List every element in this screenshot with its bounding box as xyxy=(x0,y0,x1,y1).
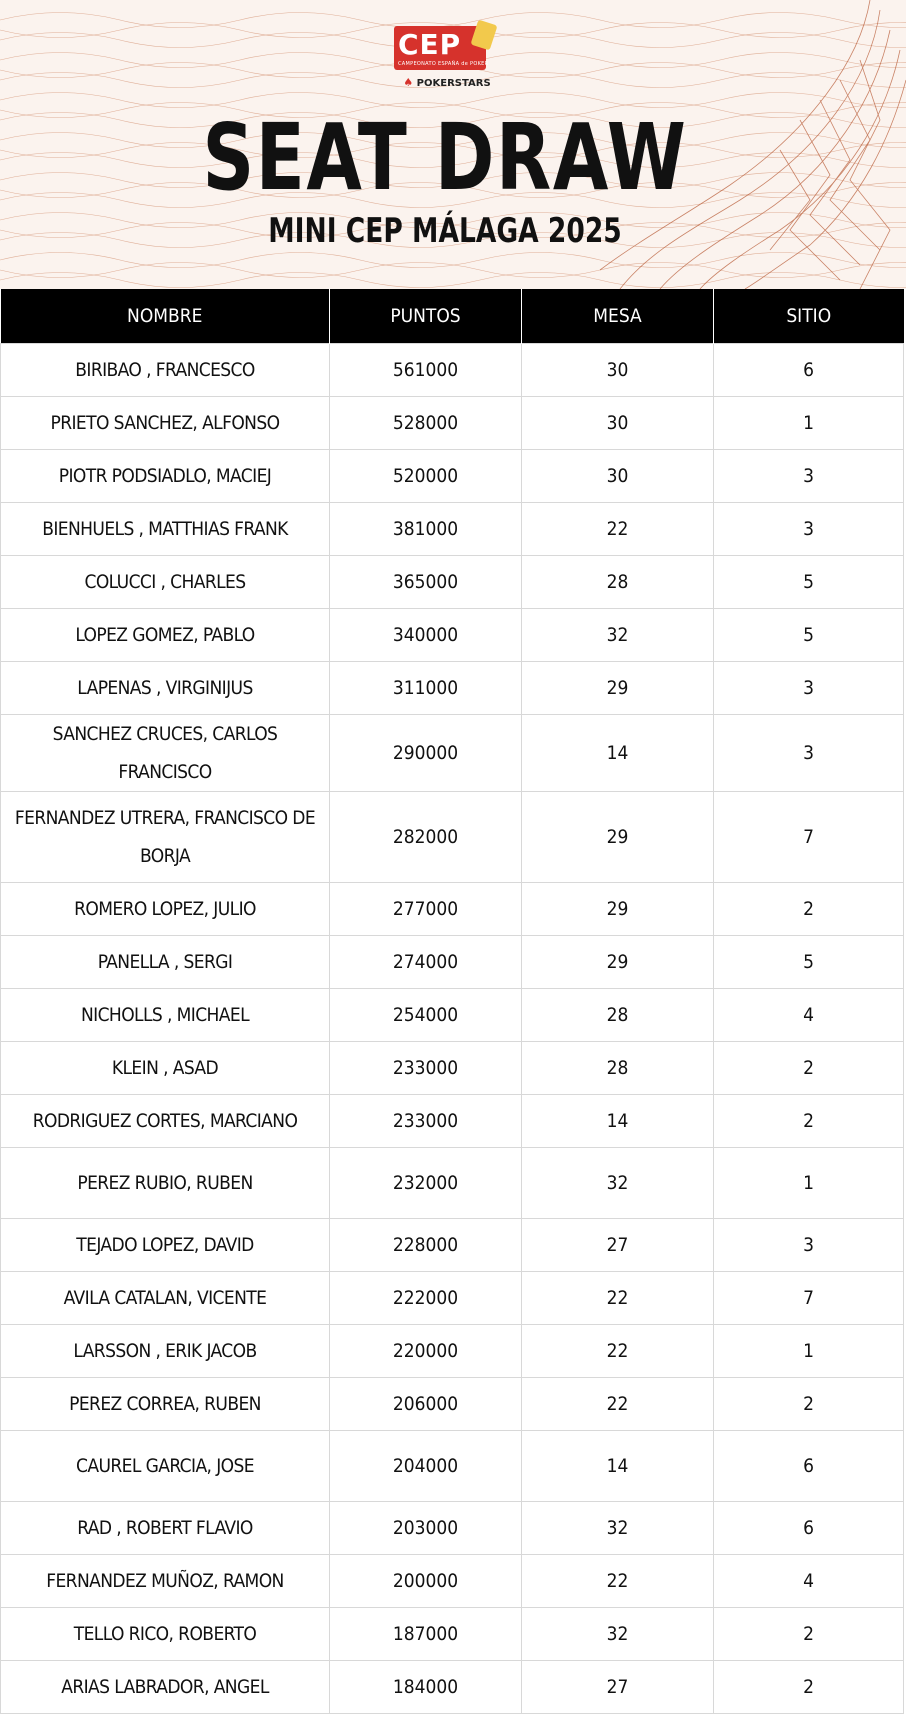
cell-mesa: 22 xyxy=(522,503,714,556)
cell-nombre: TEJADO LOPEZ, DAVID xyxy=(1,1219,330,1272)
cell-puntos: 220000 xyxy=(330,1325,522,1378)
cell-nombre: TELLO RICO, ROBERTO xyxy=(1,1608,330,1661)
table-row xyxy=(1,1042,904,1095)
cell-nombre: RODRIGUEZ CORTES, MARCIANO xyxy=(1,1095,330,1148)
cell-nombre: ROMERO LOPEZ, JULIO xyxy=(1,883,330,936)
cell-sitio: 5 xyxy=(714,609,904,662)
cell-nombre: SANCHEZ CRUCES, CARLOS FRANCISCO xyxy=(1,715,330,792)
cell-sitio: 6 xyxy=(714,344,904,397)
cep-logo-subtext: CAMPEONATO ESPAÑA de POKER xyxy=(398,61,489,67)
column-header-puntos: PUNTOS xyxy=(330,289,522,344)
cell-sitio: 4 xyxy=(714,989,904,1042)
table-row xyxy=(1,503,904,556)
table-row xyxy=(1,1219,904,1272)
cell-mesa: 29 xyxy=(522,662,714,715)
cell-puntos: 232000 xyxy=(330,1148,522,1219)
table-row xyxy=(1,1148,904,1219)
table-row xyxy=(1,1502,904,1555)
cell-sitio: 3 xyxy=(714,450,904,503)
cell-sitio: 2 xyxy=(714,1042,904,1095)
table-row xyxy=(1,715,904,792)
cell-mesa: 29 xyxy=(522,936,714,989)
cell-nombre: RAD , ROBERT FLAVIO xyxy=(1,1502,330,1555)
cell-sitio: 1 xyxy=(714,1325,904,1378)
cell-nombre: PIOTR PODSIADLO, MACIEJ xyxy=(1,450,330,503)
table-row xyxy=(1,989,904,1042)
table-row xyxy=(1,1095,904,1148)
cell-puntos: 200000 xyxy=(330,1555,522,1608)
cell-sitio: 5 xyxy=(714,936,904,989)
table-row xyxy=(1,1555,904,1608)
cell-sitio: 3 xyxy=(714,715,904,792)
cell-mesa: 29 xyxy=(522,883,714,936)
cell-nombre: CAUREL GARCIA, JOSE xyxy=(1,1431,330,1502)
table-row xyxy=(1,1431,904,1502)
table-row xyxy=(1,662,904,715)
cell-nombre: LARSSON , ERIK JACOB xyxy=(1,1325,330,1378)
cell-sitio: 3 xyxy=(714,662,904,715)
table-row xyxy=(1,1325,904,1378)
cell-nombre: LOPEZ GOMEZ, PABLO xyxy=(1,609,330,662)
cell-nombre: LAPENAS , VIRGINIJUS xyxy=(1,662,330,715)
table-row xyxy=(1,1272,904,1325)
cell-puntos: 561000 xyxy=(330,344,522,397)
table-header-row xyxy=(1,289,904,344)
page-title: SEAT DRAW xyxy=(202,104,688,211)
cell-nombre: COLUCCI , CHARLES xyxy=(1,556,330,609)
cell-sitio: 2 xyxy=(714,1095,904,1148)
cell-sitio: 2 xyxy=(714,1661,904,1714)
table-row xyxy=(1,1378,904,1431)
cell-mesa: 22 xyxy=(522,1272,714,1325)
cell-mesa: 30 xyxy=(522,450,714,503)
cell-mesa: 28 xyxy=(522,1042,714,1095)
cell-puntos: 282000 xyxy=(330,792,522,883)
column-header-mesa: MESA xyxy=(522,289,714,344)
cell-sitio: 1 xyxy=(714,1148,904,1219)
cell-puntos: 228000 xyxy=(330,1219,522,1272)
table-row xyxy=(1,883,904,936)
cell-nombre: FERNANDEZ MUÑOZ, RAMON xyxy=(1,1555,330,1608)
cell-mesa: 27 xyxy=(522,1219,714,1272)
sponsor-name: POKERSTARS xyxy=(416,78,491,89)
cell-sitio: 3 xyxy=(714,1219,904,1272)
cell-puntos: 184000 xyxy=(330,1661,522,1714)
cell-sitio: 3 xyxy=(714,503,904,556)
cell-sitio: 2 xyxy=(714,1608,904,1661)
playing-card-icon xyxy=(470,20,497,51)
cell-puntos: 222000 xyxy=(330,1272,522,1325)
cell-mesa: 27 xyxy=(522,1661,714,1714)
cell-nombre: PEREZ CORREA, RUBEN xyxy=(1,1378,330,1431)
table-row xyxy=(1,1661,904,1714)
spade-icon: ♠ xyxy=(403,76,414,89)
cell-puntos: 233000 xyxy=(330,1095,522,1148)
cell-puntos: 340000 xyxy=(330,609,522,662)
cell-puntos: 204000 xyxy=(330,1431,522,1502)
cell-mesa: 22 xyxy=(522,1325,714,1378)
cell-puntos: 277000 xyxy=(330,883,522,936)
seat-draw-table xyxy=(0,289,904,1714)
cell-nombre: BIRIBAO , FRANCESCO xyxy=(1,344,330,397)
cell-sitio: 4 xyxy=(714,1555,904,1608)
cell-puntos: 381000 xyxy=(330,503,522,556)
cell-sitio: 2 xyxy=(714,883,904,936)
cell-puntos: 290000 xyxy=(330,715,522,792)
cell-sitio: 7 xyxy=(714,1272,904,1325)
cell-sitio: 5 xyxy=(714,556,904,609)
cell-puntos: 528000 xyxy=(330,397,522,450)
table-row xyxy=(1,450,904,503)
cell-mesa: 29 xyxy=(522,792,714,883)
sponsor-logo xyxy=(394,76,500,89)
cell-puntos: 520000 xyxy=(330,450,522,503)
cep-logo-text: CEP xyxy=(398,28,462,61)
cell-puntos: 365000 xyxy=(330,556,522,609)
cell-nombre: KLEIN , ASAD xyxy=(1,1042,330,1095)
column-header-sitio: SITIO xyxy=(714,289,904,344)
cell-mesa: 28 xyxy=(522,989,714,1042)
cell-puntos: 274000 xyxy=(330,936,522,989)
table-row xyxy=(1,556,904,609)
page-subtitle: MINI CEP MÁLAGA 2025 xyxy=(268,211,622,251)
cell-puntos: 311000 xyxy=(330,662,522,715)
cell-mesa: 14 xyxy=(522,1431,714,1502)
table-row xyxy=(1,344,904,397)
column-header-nombre: NOMBRE xyxy=(1,289,330,344)
cell-nombre: NICHOLLS , MICHAEL xyxy=(1,989,330,1042)
cell-puntos: 233000 xyxy=(330,1042,522,1095)
cell-mesa: 28 xyxy=(522,556,714,609)
cell-nombre: PANELLA , SERGI xyxy=(1,936,330,989)
cell-nombre: BIENHUELS , MATTHIAS FRANK xyxy=(1,503,330,556)
cell-puntos: 206000 xyxy=(330,1378,522,1431)
table-row xyxy=(1,936,904,989)
cell-mesa: 32 xyxy=(522,1608,714,1661)
cell-nombre: AVILA CATALAN, VICENTE xyxy=(1,1272,330,1325)
cell-nombre: PRIETO SANCHEZ, ALFONSO xyxy=(1,397,330,450)
cell-nombre: PEREZ RUBIO, RUBEN xyxy=(1,1148,330,1219)
cell-mesa: 32 xyxy=(522,1502,714,1555)
table-row xyxy=(1,1608,904,1661)
cep-logo xyxy=(394,22,506,100)
cell-mesa: 30 xyxy=(522,397,714,450)
table-row xyxy=(1,792,904,883)
cell-mesa: 14 xyxy=(522,1095,714,1148)
cell-sitio: 1 xyxy=(714,397,904,450)
cell-puntos: 187000 xyxy=(330,1608,522,1661)
cell-puntos: 203000 xyxy=(330,1502,522,1555)
header-banner xyxy=(0,0,906,289)
cell-sitio: 7 xyxy=(714,792,904,883)
cell-puntos: 254000 xyxy=(330,989,522,1042)
cell-mesa: 32 xyxy=(522,609,714,662)
cell-mesa: 22 xyxy=(522,1555,714,1608)
table-row xyxy=(1,609,904,662)
cell-sitio: 6 xyxy=(714,1431,904,1502)
cell-nombre: FERNANDEZ UTRERA, FRANCISCO DE BORJA xyxy=(1,792,330,883)
cell-mesa: 22 xyxy=(522,1378,714,1431)
table-row xyxy=(1,397,904,450)
cell-sitio: 2 xyxy=(714,1378,904,1431)
cell-mesa: 30 xyxy=(522,344,714,397)
cell-sitio: 6 xyxy=(714,1502,904,1555)
cep-logo-box xyxy=(394,26,489,70)
cell-mesa: 32 xyxy=(522,1148,714,1219)
cell-nombre: ARIAS LABRADOR, ANGEL xyxy=(1,1661,330,1714)
cell-mesa: 14 xyxy=(522,715,714,792)
